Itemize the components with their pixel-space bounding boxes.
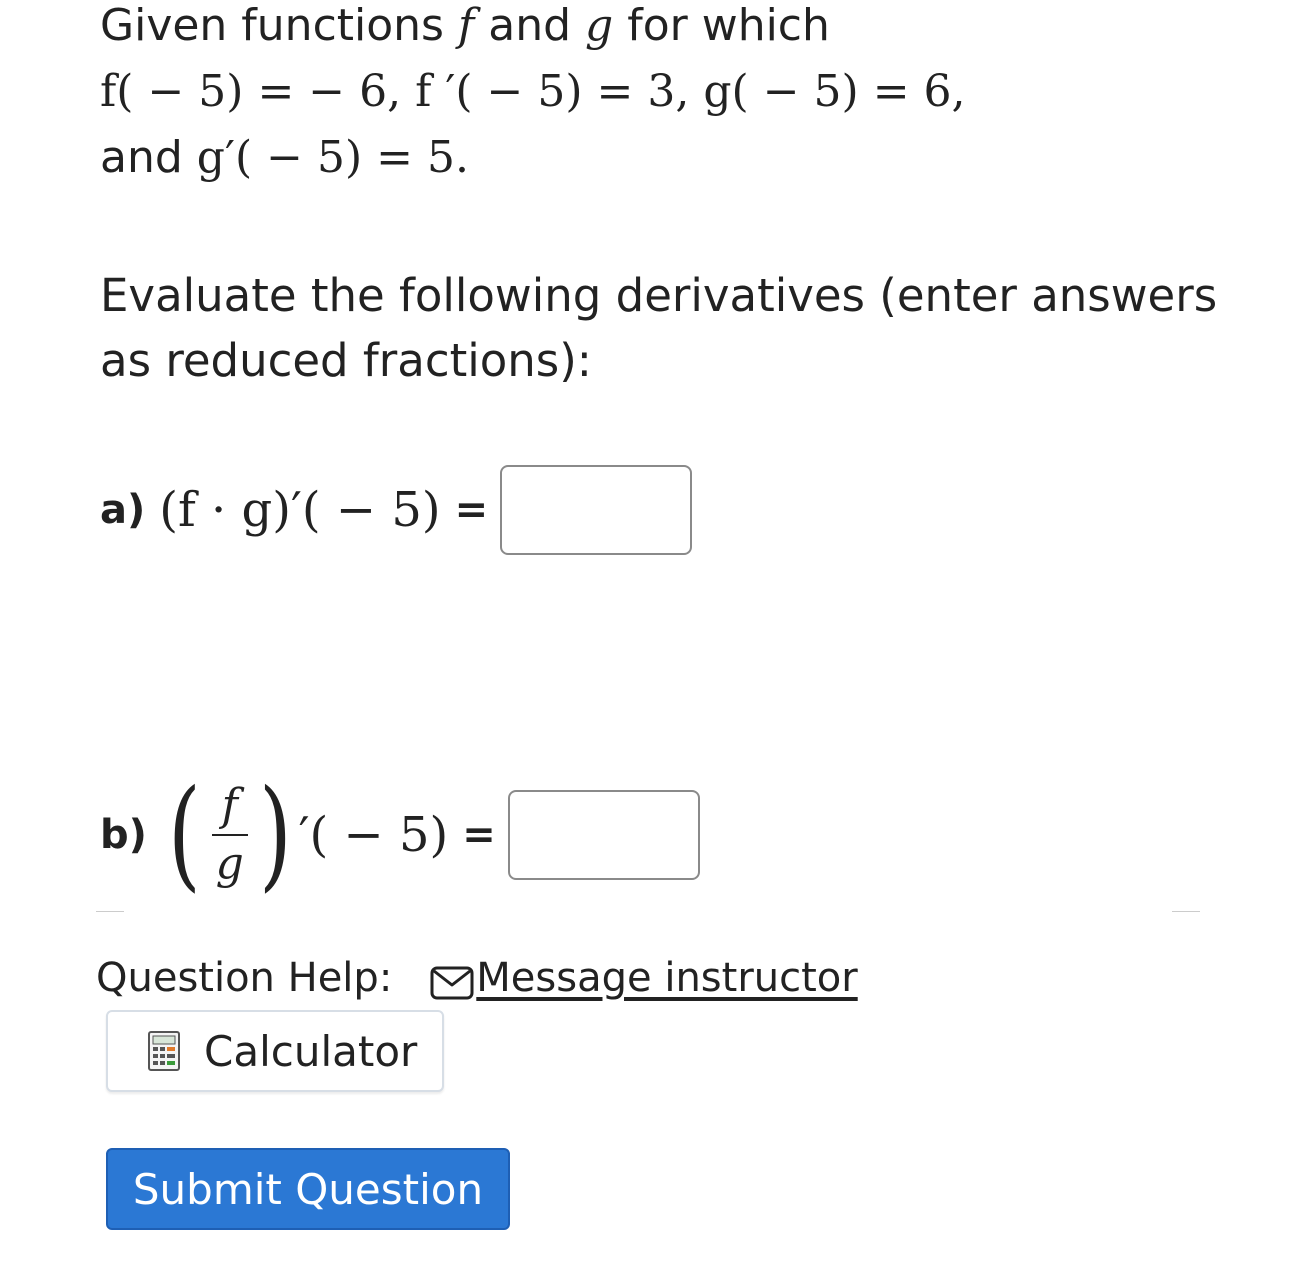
fraction-denominator: g <box>215 838 244 889</box>
part-a-label: a) <box>100 487 146 533</box>
intro-given-text: Given functions <box>100 0 444 51</box>
fraction-numerator: f <box>221 780 238 831</box>
message-instructor-link[interactable]: Message instructor <box>476 955 858 1001</box>
condition-g-prime-value: g′( − 5) = 5. <box>196 132 469 183</box>
calculator-button[interactable] <box>106 1010 444 1092</box>
part-a-equals: = <box>454 487 489 533</box>
part-a-answer-input[interactable] <box>500 465 692 555</box>
intro-g-symbol: g <box>585 0 614 51</box>
intro-line-2 <box>100 66 966 118</box>
fraction-bar <box>212 834 248 836</box>
intro-for-which: for which <box>627 0 830 51</box>
calculator-label: Calculator <box>204 1026 418 1076</box>
part-b-expression <box>161 765 449 904</box>
part-b-equals: = <box>462 812 496 858</box>
condition-f-prime-value: f ′( − 5) = 3, <box>415 66 690 117</box>
intro-f-symbol: f <box>457 0 475 51</box>
question-help-row <box>96 952 858 1004</box>
part-a-expression: (f · g)′( − 5) <box>159 482 441 538</box>
right-paren: ) <box>258 765 292 904</box>
left-paren: ( <box>167 765 201 904</box>
mail-icon[interactable] <box>430 961 474 995</box>
fraction <box>212 782 248 888</box>
part-a <box>100 470 692 550</box>
part-b-label: b) <box>100 812 147 858</box>
calculator-icon <box>148 1031 180 1071</box>
condition-f-value: f( − 5) = − 6, <box>100 66 402 117</box>
part-b-suffix: ′( − 5) <box>298 807 449 863</box>
intro-and-prefix: and <box>100 132 183 183</box>
condition-g-value: g( − 5) = 6, <box>703 66 966 117</box>
prompt-line-2: as reduced fractions): <box>100 334 592 387</box>
intro-line-3 <box>100 132 469 184</box>
question-help-label: Question Help: <box>96 955 393 1001</box>
intro-and-word: and <box>488 0 572 51</box>
divider-left <box>96 911 124 912</box>
intro-line-1 <box>100 0 830 52</box>
divider-right <box>1172 911 1200 912</box>
part-b-answer-input[interactable] <box>508 790 700 880</box>
part-b <box>100 760 700 910</box>
submit-question-button[interactable]: Submit Question <box>106 1148 510 1230</box>
prompt-line-1: Evaluate the following derivatives (enter answers <box>100 269 1218 322</box>
